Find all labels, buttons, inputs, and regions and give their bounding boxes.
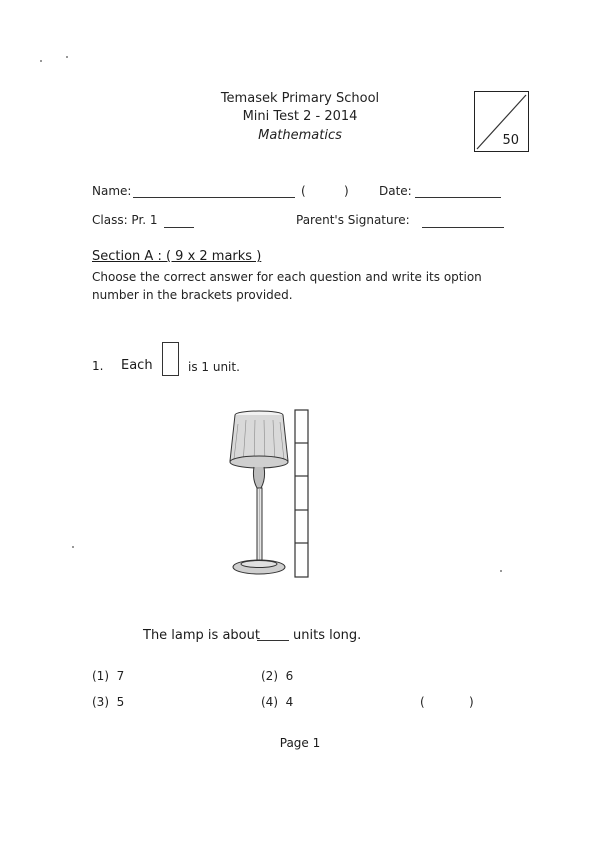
answer-blank[interactable] xyxy=(257,640,289,641)
unit-box-icon xyxy=(162,342,179,376)
option-2[interactable] xyxy=(261,669,293,683)
signature-label: Parent's Signature: xyxy=(296,213,410,227)
date-field[interactable] xyxy=(415,197,501,198)
name-field[interactable] xyxy=(133,197,295,198)
option-4-number: (4) xyxy=(261,695,278,709)
unit-bar-icon xyxy=(295,410,308,577)
section-instructions: Choose the correct answer for each question and write its option number in the brackets provided. xyxy=(92,270,482,302)
subject-title: Mathematics xyxy=(258,128,342,143)
option-2-number: (2) xyxy=(261,669,278,683)
option-1-value: 7 xyxy=(116,669,125,683)
option-2-value: 6 xyxy=(285,669,294,683)
lamp-prompt-end: units long. xyxy=(293,628,362,643)
name-label: Name: xyxy=(92,184,132,198)
scan-speck xyxy=(66,56,68,58)
each-text: Each xyxy=(121,358,153,373)
answer-bracket-close[interactable]: ) xyxy=(469,695,474,709)
option-1[interactable] xyxy=(92,669,124,683)
option-1-number: (1) xyxy=(92,669,109,683)
page-number: Page 1 xyxy=(279,736,321,750)
lamp-illustration xyxy=(222,404,322,584)
class-number-close-paren: ) xyxy=(344,184,349,198)
school-name: Temasek Primary School xyxy=(220,91,380,106)
lamp-icon xyxy=(230,411,288,574)
question-number: 1. xyxy=(92,359,104,373)
class-field[interactable] xyxy=(164,227,194,228)
class-number-open-paren: ( xyxy=(301,184,306,198)
option-3-value: 5 xyxy=(116,695,125,709)
signature-field[interactable] xyxy=(422,227,504,228)
unit-text: is 1 unit. xyxy=(188,360,240,374)
section-title: Section A : ( 9 x 2 marks ) xyxy=(92,249,262,264)
score-total: 50 xyxy=(502,133,519,148)
scan-speck xyxy=(72,546,74,548)
scan-speck xyxy=(40,60,42,62)
score-box xyxy=(474,91,529,152)
class-label: Class: Pr. 1 xyxy=(92,213,158,227)
date-label: Date: xyxy=(379,184,412,198)
option-4-value: 4 xyxy=(285,695,294,709)
option-4[interactable] xyxy=(261,695,293,709)
lamp-prompt: The lamp is about xyxy=(143,628,260,643)
answer-bracket-open[interactable]: ( xyxy=(420,695,425,709)
option-3-number: (3) xyxy=(92,695,109,709)
option-3[interactable] xyxy=(92,695,124,709)
test-title: Mini Test 2 - 2014 xyxy=(242,109,358,124)
scan-speck xyxy=(500,570,502,572)
